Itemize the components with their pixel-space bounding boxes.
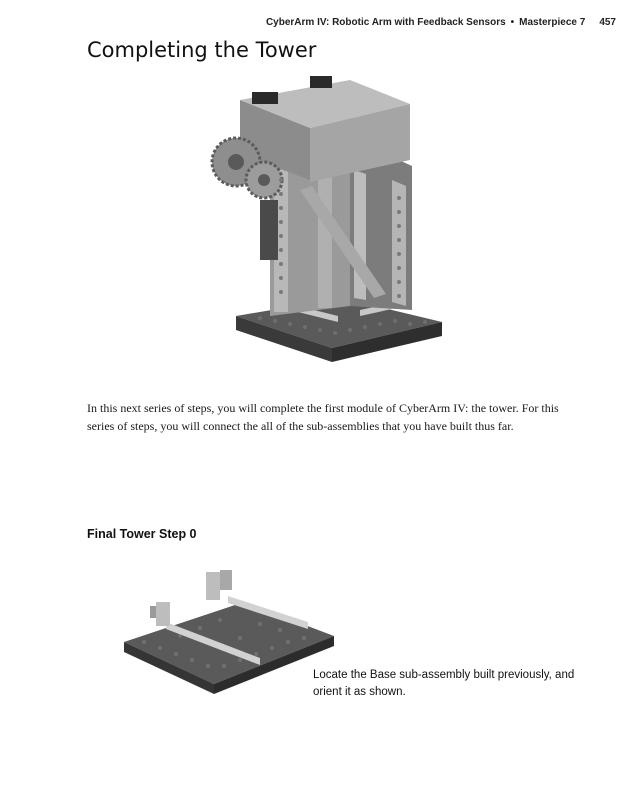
base-subassembly-illustration (120, 562, 340, 712)
tower-illustration (200, 70, 460, 370)
step-caption: Locate the Base sub-assembly built previously, and orient it as shown. (313, 669, 575, 698)
running-head-separator: • (510, 17, 515, 28)
running-head-section: Masterpiece 7 (519, 17, 586, 28)
running-head (266, 17, 616, 28)
intro-paragraph: In this next series of steps, you will complete the first module of CyberArm IV: the tower. For this series of steps, you will connect the all of the sub-assemblies that you have built thus far. (87, 401, 559, 433)
chapter-title: Completing the Tower (87, 38, 317, 62)
step-heading: Final Tower Step 0 (87, 527, 197, 541)
running-head-title: CyberArm IV: Robotic Arm with Feedback Sensors (265, 17, 506, 28)
page-number: 457 (599, 17, 616, 28)
